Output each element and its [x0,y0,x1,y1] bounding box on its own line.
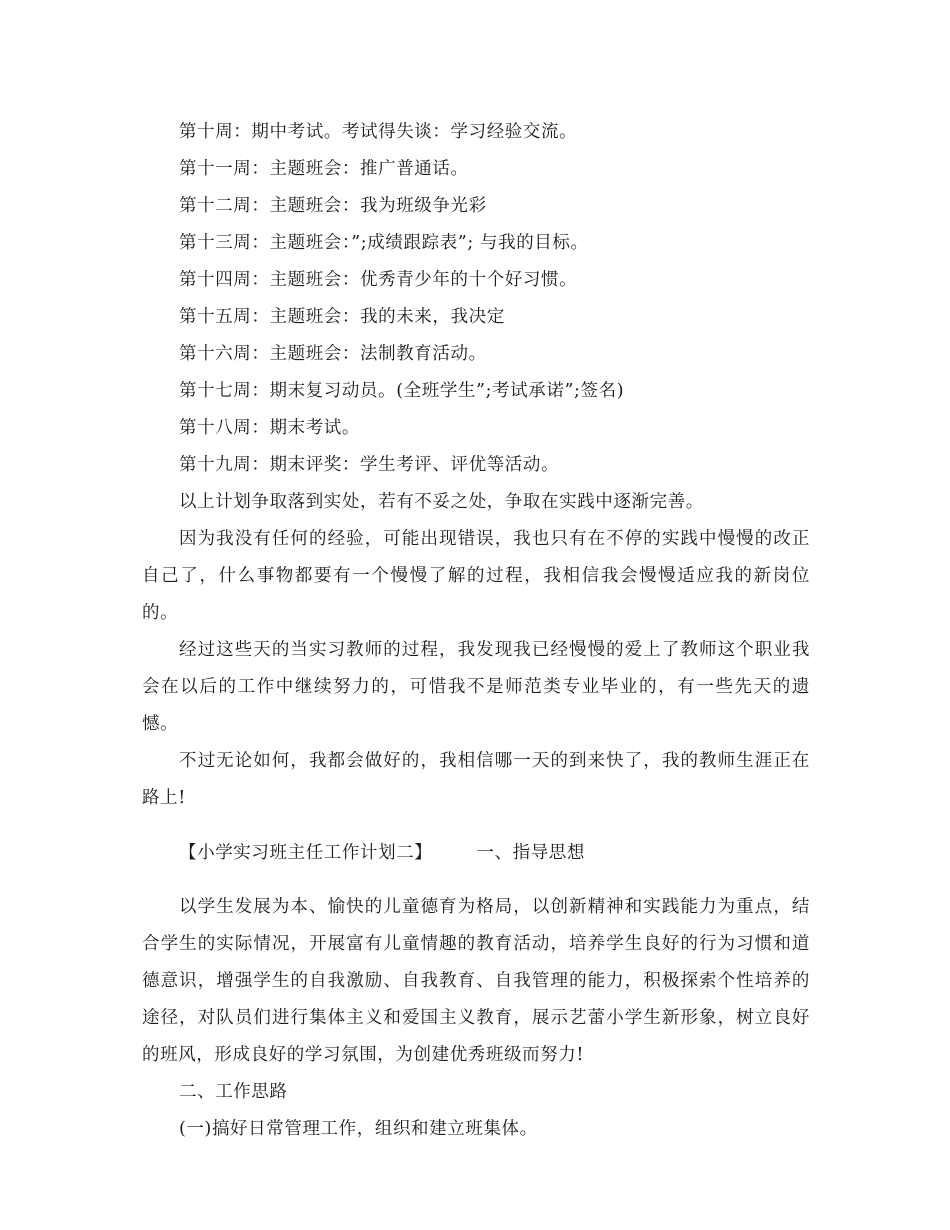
schedule-week-12: 第十二周：主题班会：我为班级争光彩 [179,196,487,216]
section-heading-guiding: 一、指导思想 [476,842,586,863]
schedule-week-16: 第十六周：主题班会：法制教育活动。 [179,344,487,364]
closing-paragraph: 以上计划争取落到实处，若有不妥之处，争取在实践中逐渐完善。 [179,492,704,512]
reflection-paragraph-2: 经过这些天的当实习教师的过程，我发现我已经慢慢的爱上了教师这个职业我会在以后的工作中继续努力的，可惜我不是师范类专业毕业的，有一些先天的遗憾。 [142,640,810,734]
schedule-week-10: 第十周：期中考试。考试得失谈：学习经验交流。 [179,122,578,142]
work-item-1: (一)搞好日常管理工作，组织和建立班集体。 [179,1119,538,1139]
reflection-paragraph-3: 不过无论如何，我都会做好的，我相信哪一天的到来快了，我的教师生涯正在路上! [142,751,810,808]
plan2-title: 【小学实习班主任工作计划二】 [179,842,433,863]
reflection-paragraph-1: 因为我没有任何的经验，可能出现错误，我也只有在不停的实践中慢慢的改正自己了，什么事物都要有一个慢慢了解的过程，我相信我会慢慢适应我的新岗位的。 [142,529,810,623]
plan2-heading-row [142,835,810,872]
schedule-week-19: 第十九周：期末评奖：学生考评、评优等活动。 [179,455,560,475]
schedule-week-15: 第十五周：主题班会：我的未来，我决定 [179,307,505,327]
schedule-week-18: 第十八周：期末考试。 [179,418,360,438]
schedule-week-13: 第十三周：主题班会：”;成绩跟踪表”; 与我的目标。 [179,233,589,253]
section-heading-work-ideas: 二、工作思路 [179,1082,288,1102]
schedule-week-11: 第十一周：主题班会：推广普通话。 [179,159,469,179]
schedule-week-14: 第十四周：主题班会：优秀青少年的十个好习惯。 [179,270,578,290]
guiding-paragraph: 以学生发展为本、愉快的儿童德育为格局，以创新精神和实践能力为重点，结合学生的实际情况，开展富有儿童情趣的教育活动，培养学生良好的行为习惯和道德意识，增强学生的自我激励、自我教育、自我管理的能力，积极探索个性培养的途径，对队员们进行集体主义和爱国主义教育，展示艺蕾小学生新形象，树立良好的班风，形成良好的学习氛围，为创建优秀班级而努力! [142,897,810,1065]
schedule-week-17: 第十七周：期末复习动员。(全班学生”;考试承诺”;签名) [179,381,625,401]
document-body [142,114,810,1148]
